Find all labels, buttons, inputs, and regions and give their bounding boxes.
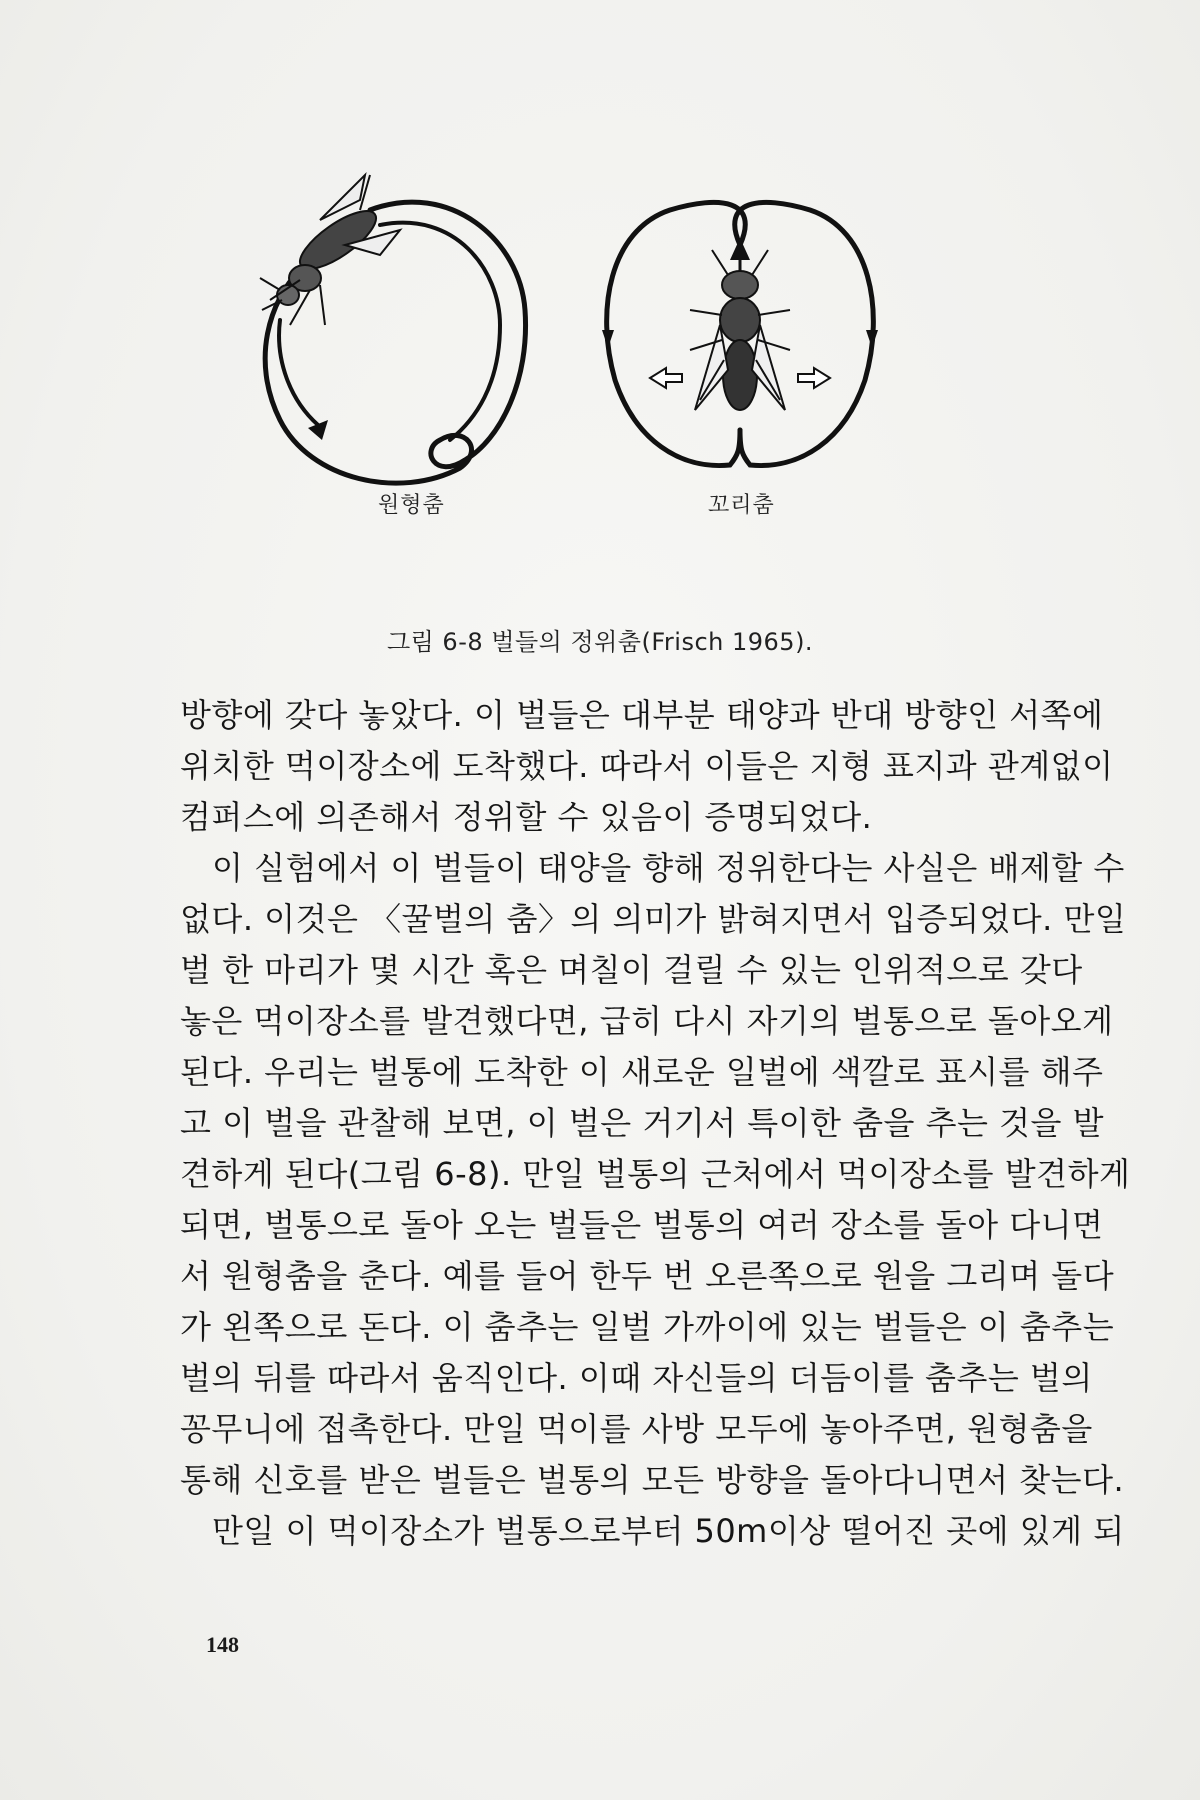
text-line: 없다. 이것은 〈꿀벌의 춤〉의 의미가 밝혀지면서 입증되었다. 만일 [180, 900, 1127, 938]
bee-illustration-right [690, 250, 790, 410]
text-line: 만일 이 먹이장소가 벌통으로부터 50m이상 떨어진 곳에 있게 되 [212, 1512, 1125, 1550]
text-line: 통해 신호를 받은 벌들은 벌통의 모든 방향을 돌아다니면서 찾는다. [180, 1461, 1125, 1499]
figure-bee-dances [250, 150, 1030, 600]
text-line: 컴퍼스에 의존해서 정위할 수 있음이 증명되었다. [180, 798, 873, 836]
dance-diagrams [250, 150, 1030, 600]
text-line: 이 실험에서 이 벌들이 태양을 향해 정위한다는 사실은 배제할 수 [212, 849, 1125, 887]
round-dance-label: 원형춤 [378, 493, 445, 518]
text-line: 고 이 벌을 관찰해 보면, 이 벌은 거기서 특이한 춤을 추는 것을 발 [180, 1104, 1105, 1142]
text-line: 견하게 된다(그림 6-8). 만일 벌통의 근처에서 먹이장소를 발견하게 [180, 1155, 1131, 1193]
page-number: 148 [206, 1632, 239, 1657]
round-dance-diagram [265, 202, 525, 483]
text-line: 꽁무니에 접촉한다. 만일 먹이를 사방 모두에 놓아주면, 원형춤을 [180, 1410, 1093, 1448]
text-line: 가 왼쪽으로 돈다. 이 춤추는 일벌 가까이에 있는 벌들은 이 춤추는 [180, 1308, 1115, 1346]
figure-caption: 그림 6-8 벌들의 정위춤(Frisch 1965). [386, 628, 814, 656]
text-line: 위치한 먹이장소에 도착했다. 따라서 이들은 지형 표지과 관계없이 [180, 747, 1114, 785]
text-line: 되면, 벌통으로 돌아 오는 벌들은 벌통의 여러 장소를 돌아 다니면 [180, 1206, 1104, 1244]
text-line: 벌 한 마리가 몇 시간 혹은 며칠이 걸릴 수 있는 인위적으로 갖다 [180, 951, 1083, 989]
body-text [180, 690, 1131, 1557]
text-line: 방향에 갖다 놓았다. 이 벌들은 대부분 태양과 반대 방향인 서쪽에 [180, 696, 1104, 734]
text-line: 놓은 먹이장소를 발견했다면, 급히 다시 자기의 벌통으로 돌아오게 [180, 1002, 1114, 1040]
text-line: 된다. 우리는 벌통에 도착한 이 새로운 일벌에 색깔로 표시를 해주 [180, 1053, 1104, 1091]
bee-illustration-left [260, 175, 400, 325]
text-line: 서 원형춤을 춘다. 예를 들어 한두 번 오른쪽으로 원을 그리며 돌다 [180, 1257, 1115, 1295]
text-line: 벌의 뒤를 따라서 움직인다. 이때 자신들의 더듬이를 춤추는 벌의 [180, 1359, 1093, 1397]
waggle-dance-label: 꼬리춤 [708, 493, 775, 518]
